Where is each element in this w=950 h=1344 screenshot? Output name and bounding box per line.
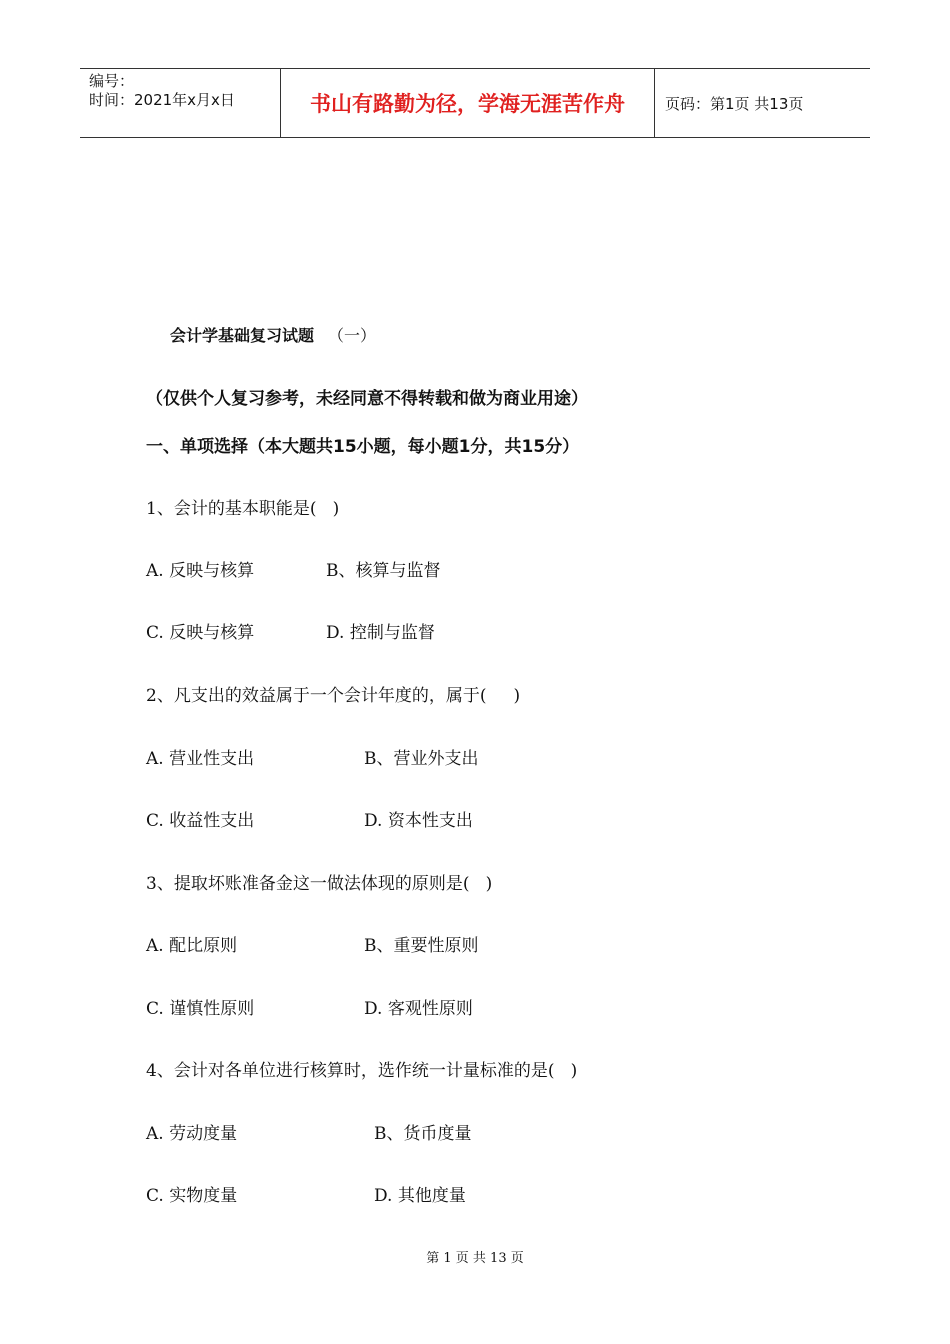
q4-option-b: B、货币度量 — [374, 1124, 472, 1144]
q2-option-d: D. 资本性支出 — [364, 811, 473, 831]
question-2: 2、凡支出的效益属于一个会计年度的，属于( ) — [146, 686, 521, 706]
header-motto: 书山有路勤为径，学海无涯苦作舟 — [281, 69, 655, 137]
page-footer: 第 1 页 共 13 页 — [426, 1251, 524, 1266]
q3-option-b: B、重要性原则 — [364, 936, 479, 956]
q2-option-b: B、营业外支出 — [364, 749, 479, 769]
q3-option-c: C. 谨慎性原则 — [146, 999, 255, 1019]
doc-title — [170, 323, 376, 346]
question-4: 4、会计对各单位进行核算时，选作统一计量标准的是( ) — [146, 1061, 578, 1081]
date-label: 时间：2021年x月x日 — [89, 91, 235, 109]
q1-option-c: C. 反映与核算 — [146, 623, 255, 643]
number-label: 编号： — [89, 72, 135, 90]
q1-option-a: A. 反映与核算 — [146, 561, 255, 581]
q1-option-b: B、核算与监督 — [326, 561, 441, 581]
q2-option-a: A. 营业性支出 — [146, 749, 255, 769]
q4-option-d: D. 其他度量 — [374, 1186, 466, 1206]
q2-option-c: C. 收益性支出 — [146, 811, 255, 831]
question-3: 3、提取坏账准备金这一做法体现的原则是( ) — [146, 874, 493, 894]
q3-option-a: A. 配比原则 — [146, 936, 238, 956]
header-page-info: 页码：第1页 共13页 — [665, 94, 804, 113]
doc-title-main: 会计学基础复习试题 — [170, 326, 315, 345]
q4-option-a: A. 劳动度量 — [146, 1124, 238, 1144]
q4-option-c: C. 实物度量 — [146, 1186, 238, 1206]
q3-option-d: D. 客观性原则 — [364, 999, 473, 1019]
header-table — [80, 68, 870, 138]
q1-option-d: D. 控制与监督 — [326, 623, 435, 643]
usage-notice: （仅供个人复习参考，未经同意不得转载和做为商业用途） — [146, 389, 588, 409]
header-meta — [80, 69, 281, 137]
doc-title-sub: （一） — [328, 326, 377, 345]
question-1: 1、会计的基本职能是( ) — [146, 499, 340, 519]
section-heading: 一、单项选择（本大题共15小题，每小题1分，共15分） — [146, 437, 580, 457]
